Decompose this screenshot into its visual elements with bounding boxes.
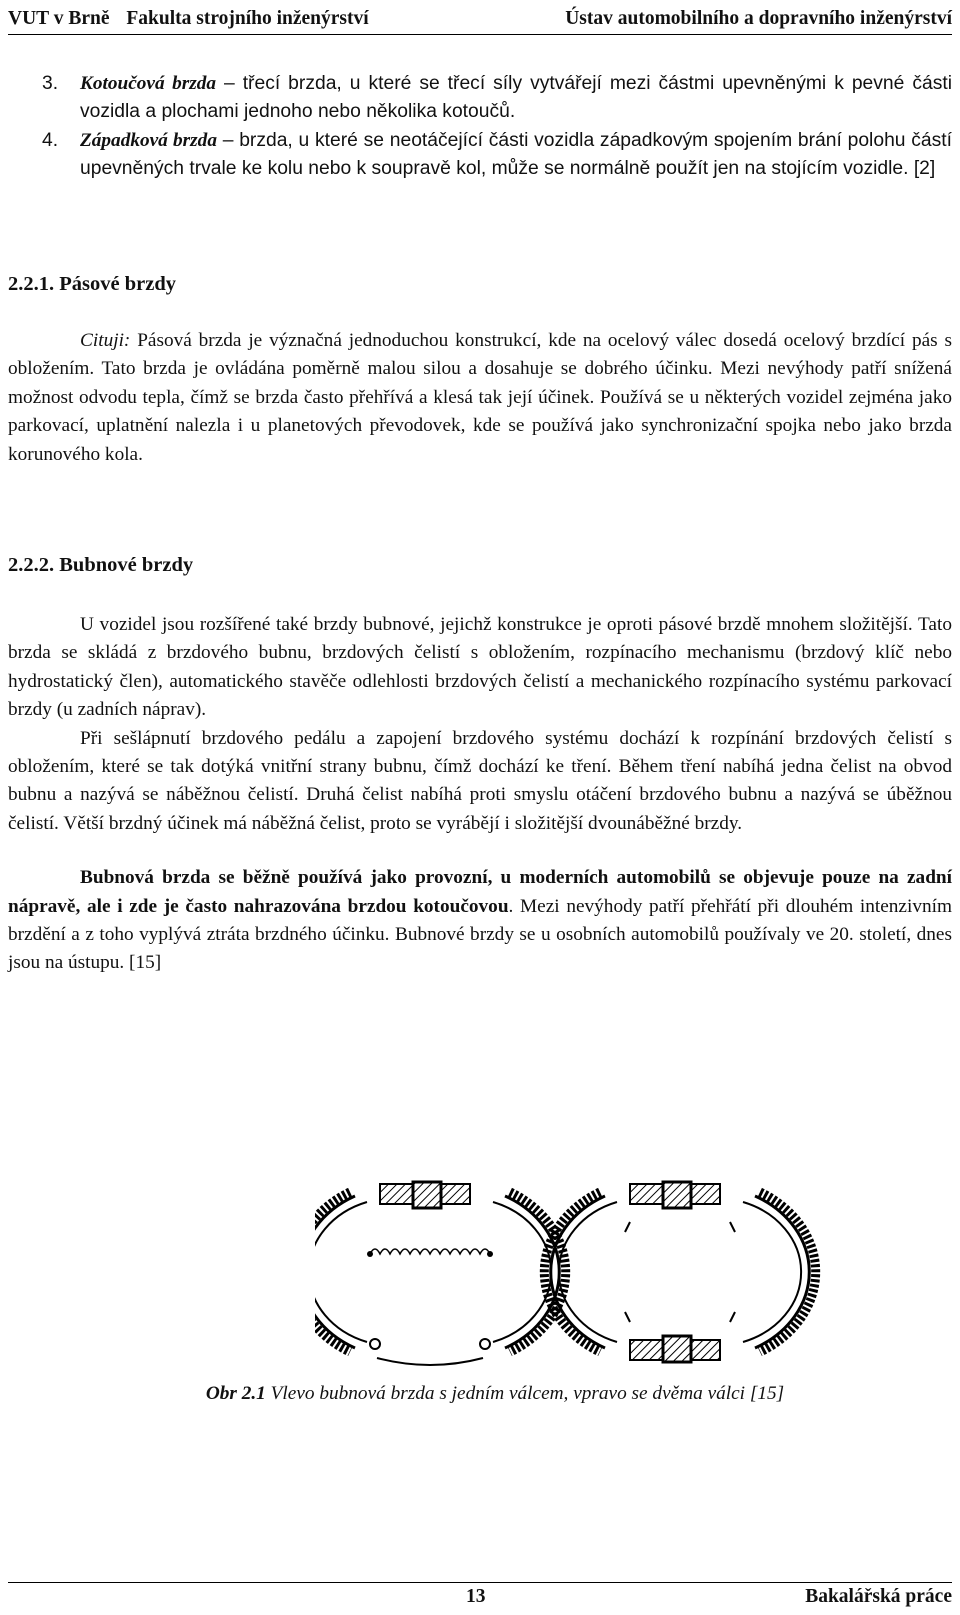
section-heading-band: 2.2.1. Pásové brzdy [8, 273, 176, 295]
quote-label: Cituji: [80, 330, 131, 351]
band-brake-text: Pásová brzda je význačná jednoduchou konstrukcí, kde na ocelový válec dosedá ocelový brzdící pás s obložením. Tato brzda je ovládána poměrně malou silou a dosahuje se dobrého účinku. Mezi nevýhody patří snížená možnost odvodu tepla, čímž se brzda často přehřívá a klesá tak její účinek. Používá se u některých vozidel zejména jako parkovací, uplatnění nalezla i u planetových převodovek, kde se používá jako synchronizační spojka nebo jako brzda korunového kola. [8, 330, 952, 465]
drum-paragraph-3-emphasis: Bubnová brzda se běžně používá jako provozní, u moderních automobilů se objevuje pouze na zadní nápravě, ale i zde je často nahrazována brzdou kotoučovou [8, 867, 952, 917]
list-item-number: 3. [42, 73, 59, 94]
band-brake-paragraph [8, 327, 952, 469]
drum-paragraph-3 [8, 864, 952, 978]
list-item-text: – brzda, u které se neotáčející části vozidla západkovým spojením brání polohu částí upevněných trvale ke kolu nebo k soupravě kol, může se normálně použít jen na stojícím vozidle. [2] [80, 129, 952, 180]
header-university: VUT v Brně [8, 8, 110, 29]
figure-caption [0, 1383, 960, 1405]
list-item-term: Kotoučová brzda [80, 73, 216, 94]
single-cylinder-drum-brake [315, 1182, 566, 1365]
figure-caption-text: Vlevo bubnová brzda s jedním válcem, vpravo se dvěma válci [15] [265, 1383, 785, 1404]
page-footer [8, 1582, 952, 1611]
header-faculty: Fakulta strojního inženýrství [126, 8, 369, 29]
figure-label: Obr 2.1 [205, 1383, 266, 1404]
brake-type-list [8, 70, 952, 184]
drum-paragraph-1: U vozidel jsou rozšířené také brzdy bubnové, jejichž konstrukce je oproti pásové brzdě mnohem složitější. Tato brzda se skládá z brzdového bubnu, brzdových čelistí s obložením, rozpínacího mechanismu (brzdový klíč nebo hydrostatický člen), automatického stavěče odlehlosti brzdových čelistí a mechanického rozpínacího systému parkovací brzdy (u zadních náprav). [8, 614, 952, 721]
drum-paragraph-2: Při sešlápnutí brzdového pedálu a zapojení brzdového systému dochází k rozpínání brzdových čelistí s obložením, které se tak dotýká vnitřní strany bubnu, čímž dochází ke tření. Během tření nabíhá jedna čelist na obvod bubnu a nazývá se náběžnou čelistí. Druhá čelist nabíhá proti smyslu otáčení brzdového bubnu a nazývá se úběžnou čelistí. Větší brzdný účinek má náběžná čelist, proto se vyrábějí i složitější dvounáběžné brzdy. [8, 727, 952, 834]
page-number: 13 [466, 1586, 486, 1607]
list-item [8, 127, 952, 184]
drum-brake-section [8, 611, 952, 978]
list-item-number: 4. [42, 129, 59, 151]
dual-cylinder-drum-brake [544, 1182, 815, 1362]
list-item-text: – třecí brzda, u které se třecí síly vytvářejí mezi částmi upevněnými k pevné části vozidla a plochami jednoho nebo několika kotoučů. [80, 73, 952, 123]
page-header [8, 4, 952, 35]
list-item-term: Západková brzda [80, 129, 217, 151]
drum-brake-figure [315, 1172, 955, 1372]
document-type: Bakalářská práce [805, 1586, 952, 1607]
section-heading-drum: 2.2.2. Bubnové brzdy [8, 554, 194, 576]
header-left [8, 4, 369, 34]
list-item [8, 70, 952, 127]
drum-paragraph-3-text: . Mezi nevýhody patří přehřátí při dlouhém intenzivním brzdění a z toho vyplývá ztráta brzdného účinku. Bubnové brzdy se u osobních automobilů používaly ve 20. století, dnes jsou na ústupu. [15] [8, 895, 952, 974]
header-institute: Ústav automobilního a dopravního inženýrství [565, 8, 952, 29]
